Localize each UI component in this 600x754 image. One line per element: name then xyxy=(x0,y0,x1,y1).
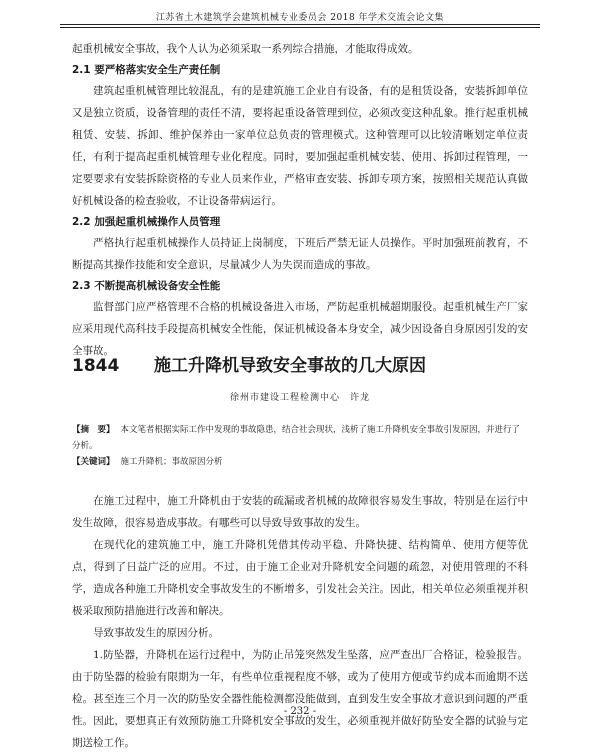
continuation-paragraph: 起重机械安全事故，我个人认为必须采取一系列综合措施，才能取得成效。 xyxy=(72,43,419,55)
body-paragraph-4: 1.防坠器，升降机在运行过程中，为防止吊笼突然发生坠落，应严查出厂合格证，检验报告。由于防坠器的检验有限期为一年，有些单位重视程度不够，或为了使用方便或节约成本而逾期不送检。甚至连三个月一次的防坠安全器性能检测都没能做到，直到发生安全事故才意识到问题的严重性。因此，要想真正有效预防施工升降机安全事故的发生，必须重视并做好防坠安全器的试验与定期送检工作。 xyxy=(72,649,528,749)
keywords-label: 【关键词】 xyxy=(72,457,115,467)
abstract-label: 【摘 要】 xyxy=(72,425,115,435)
keywords-text: 施工升降机；事故原因分析 xyxy=(120,457,223,467)
keywords xyxy=(72,454,528,470)
article-number: 1844 xyxy=(72,356,120,376)
paragraph-2-1: 建筑起重机械管理比较混乱，有的是建筑施工企业自有设备，有的是租赁设备，安装拆卸单位又是独立资质，设备管理的责任不清，要将起重设备管理到位，必须改变这种乱象。推行起重机械租赁、安装、拆卸、维护保养由一家单位总负责的管理模式。这种管理可以比较清晰划定单位责任，有利于提高起重机械管理专业化程度。同时，要加强起重机械安装、使用、拆卸过程管理，一定要要求有安装拆除资格的专业人员来作业，严格审查安装、拆卸专项方案，按照相关规范认真做好机械设备的检查验收，不让设备带病运行。 xyxy=(72,85,528,207)
section-heading-2-2: 2.2 加强起重机械操作人员管理 xyxy=(72,216,221,228)
body-paragraph-1: 在施工过程中，施工升降机由于安装的疏漏或者机械的故障很容易发生事故，特别是在运行中发生故障，很容易造成事故。有哪些可以导致导致事故的发生。 xyxy=(72,495,528,529)
header-rule xyxy=(60,24,540,28)
section-heading-2-3: 2.3 不断提高机械设备安全性能 xyxy=(72,280,221,292)
article-title xyxy=(72,352,528,380)
abstract xyxy=(72,422,528,454)
previous-article-tail xyxy=(72,38,528,362)
section-heading-2-1: 2.1 要严格落实安全生产责任制 xyxy=(72,64,221,76)
body-paragraph-2: 在现代化的建筑施工中，施工升降机凭借其传动平稳、升降快捷、结构简单、使用方便等优点，得到了日益广泛的应用。不过，由于施工企业对升降机安全问题的疏忽，对使用管理的不科学，造成各种施工升降机安全事故发生的不断增多，引发社会关注。因此，相关单位必须重视并积极采取预防措施进行改善和解决。 xyxy=(72,539,528,617)
article-title-text: 施工升降机导致安全事故的几大原因 xyxy=(154,356,426,376)
article-author: 徐州市建设工程检测中心 许龙 xyxy=(229,393,370,403)
body-paragraph-3: 导致事故发生的原因分析。 xyxy=(93,627,219,639)
paragraph-2-2: 严格执行起重机械操作人员持证上岗制度，下班后严禁无证人员操作。平时加强班前教育，不断提高其操作技能和安全意识，尽量减少人为失误而造成的事故。 xyxy=(72,237,528,271)
paragraph-2-3: 监督部门应严格管理不合格的机械设备进入市场，严防起重机械超期服役。起重机械生产厂家应采用现代高科技手段提高机械安全性能，保证机械设备本身安全，减少因设备自身原因引发的安全事故。 xyxy=(72,301,528,357)
page-number: - 232 - xyxy=(283,706,317,717)
abstract-block xyxy=(72,422,528,470)
abstract-text: 本文笔者根据实际工作中发现的事故隐患，结合社会现状，浅析了施工升降机安全事故引发原因，并进行了分析。 xyxy=(72,425,521,451)
running-header: 江苏省土木建筑学会建筑机械专业委员会 2018 年学术交流会论文集 xyxy=(155,13,445,23)
